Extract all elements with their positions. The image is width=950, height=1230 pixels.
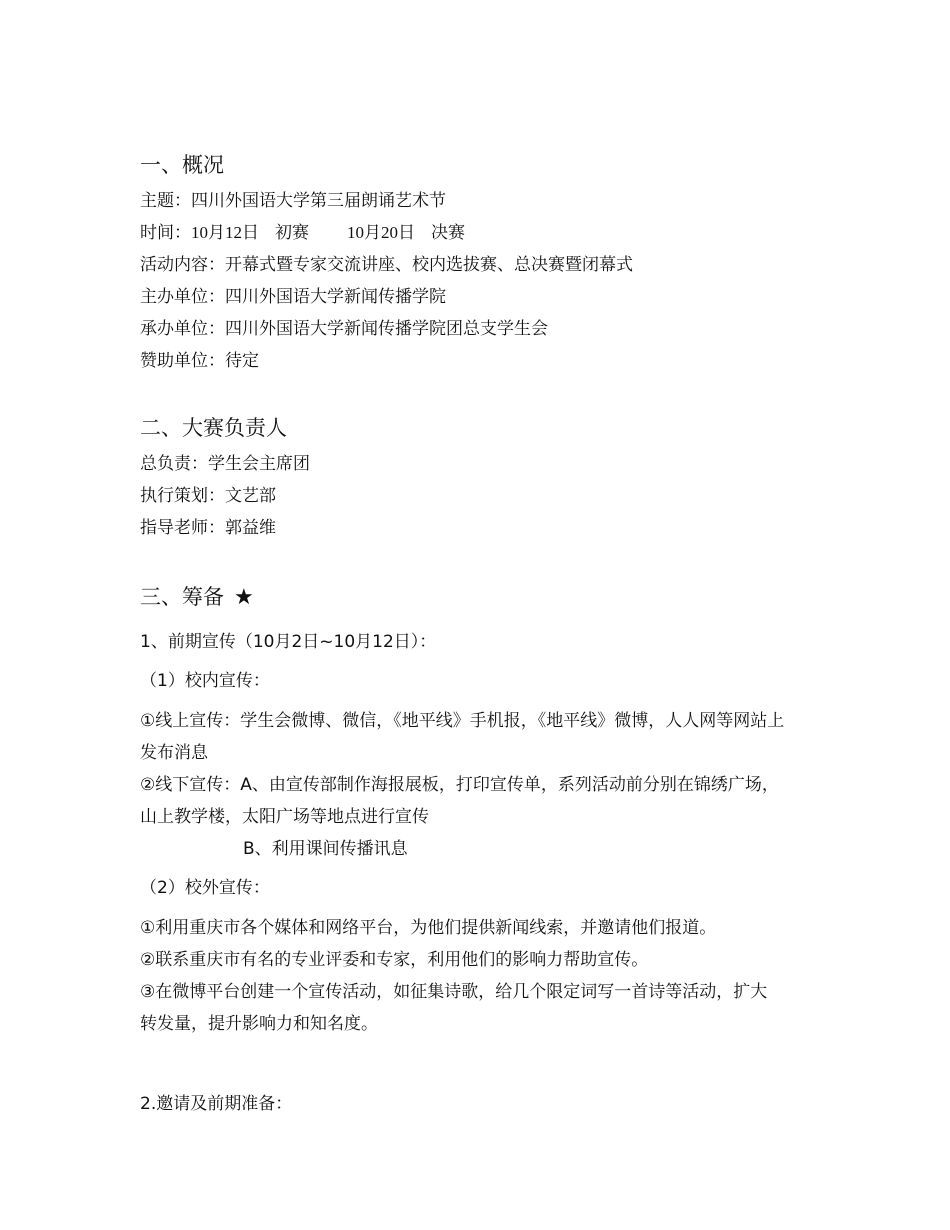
theme-line: 主题：四川外国语大学第三届朗诵艺术节	[140, 191, 446, 211]
offline-publicity-line-2: 山上教学楼，太阳广场等地点进行宣传	[140, 807, 429, 827]
planner-line: 执行策划：文艺部	[140, 486, 276, 506]
advisor-line: 指导老师：郭益维	[140, 518, 276, 538]
preparation-heading-text: 三、筹备	[140, 585, 224, 609]
campus-publicity-subheading: （1）校内宣传：	[140, 671, 270, 691]
external-publicity-line-3: ③在微博平台创建一个宣传活动，如征集诗歌，给几个限定词写一首诗等活动，扩大	[140, 982, 768, 1002]
invitation-item: 2.邀请及前期准备：	[140, 1094, 293, 1114]
offline-publicity-line-1: ②线下宣传：A、由宣传部制作海报展板，打印宣传单，系列活动前分别在锦绣广场，	[140, 775, 779, 795]
external-publicity-subheading: （2）校外宣传：	[140, 878, 270, 898]
external-publicity-line-1: ①利用重庆市各个媒体和网络平台，为他们提供新闻线索，并邀请他们报道。	[140, 918, 717, 938]
section-heading-preparation	[140, 583, 254, 612]
activities-line: 活动内容：开幕式暨专家交流讲座、校内选拔赛、总决赛暨闭幕式	[140, 255, 633, 275]
offline-publicity-item-b: B、利用课间传播讯息	[243, 839, 408, 859]
time-line	[140, 221, 465, 245]
external-publicity-line-4: 转发量，提升影响力和知名度。	[140, 1014, 378, 1034]
external-publicity-line-2: ②联系重庆市有名的专业评委和专家，利用他们的影响力帮助宣传。	[140, 950, 649, 970]
online-publicity-line-2: 发布消息	[140, 743, 208, 763]
time-date-final: 10月20日	[347, 223, 415, 242]
section-heading-overview: 一、概况	[140, 153, 224, 177]
time-prefix: 时间：	[140, 223, 191, 243]
time-date-preliminary: 10月12日	[191, 223, 259, 242]
section-heading-leaders: 二、大赛负责人	[140, 416, 287, 440]
organizer-line: 主办单位：四川外国语大学新闻传播学院	[140, 287, 446, 307]
online-publicity-line-1: ①线上宣传：学生会微博、微信，《地平线》手机报，《地平线》微博，人人网等网站上	[140, 711, 785, 731]
chief-line: 总负责：学生会主席团	[140, 454, 310, 474]
time-event-final: 决赛	[431, 223, 465, 243]
star-icon: ★	[234, 585, 254, 610]
host-line: 承办单位：四川外国语大学新闻传播学院团总支学生会	[140, 319, 548, 339]
sponsor-line: 赞助单位：待定	[140, 351, 259, 371]
publicity-item: 1、前期宣传（10月2日~10月12日）：	[140, 632, 437, 652]
time-event-preliminary: 初赛	[275, 223, 309, 243]
